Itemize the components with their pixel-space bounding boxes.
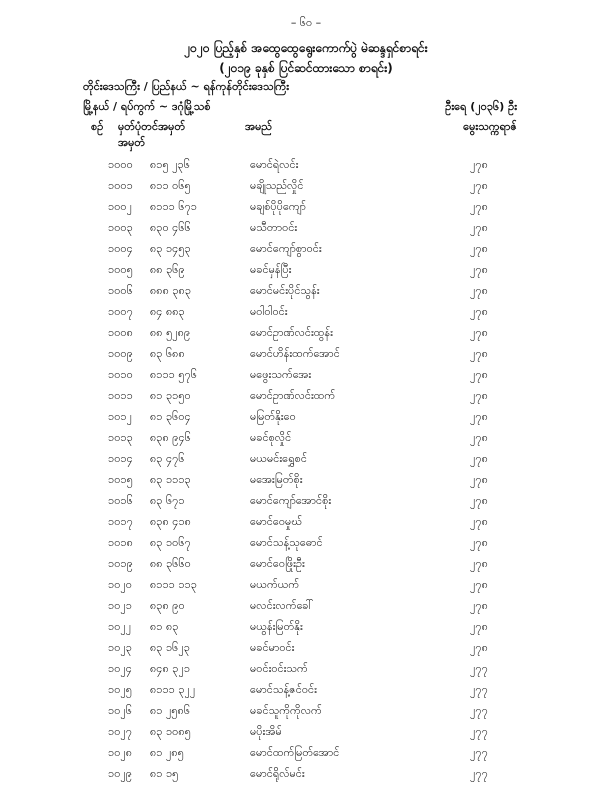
row-id: ၈၁၅ ၂၃၆ xyxy=(150,158,190,171)
row-name: မောင်ဟိန်းထက်အောင် xyxy=(250,347,340,360)
row-id: ၈၁ ၁၅ xyxy=(150,767,179,780)
row-id: ၈၃ ၁၄၅၃ xyxy=(150,242,191,255)
row-name: မဖွေးသက်အေး xyxy=(250,368,312,381)
row-code: ၂၇၈ xyxy=(470,221,488,234)
row-name: မောင်ရဲလင်း xyxy=(250,158,299,171)
row-id: ၈၃ ၁၀၆၇ xyxy=(150,536,191,549)
row-id: ၈၃၈ ၉၀ xyxy=(150,599,185,612)
table-row xyxy=(0,302,612,323)
row-number: ၁၀၀၈ xyxy=(108,326,133,339)
row-name: မချိုသည်လှိုင် xyxy=(250,179,304,192)
row-id: ၈၈ ၃၆၆၀ xyxy=(150,557,191,570)
row-id: ၈၁၁၁ ၁၁၃ xyxy=(150,578,197,591)
row-code: ၂၇၈ xyxy=(470,368,488,381)
row-id: ၈၈ ၃၆၉ xyxy=(150,263,185,276)
row-id: ၈၁ ၂၅၈၆ xyxy=(150,704,191,717)
table-row xyxy=(0,617,612,638)
row-number: ၁၀၁၂ xyxy=(108,410,132,423)
table-row xyxy=(0,659,612,680)
row-code: ၂၇၇ xyxy=(470,767,488,780)
row-name: မအေးမြတ်စိုး xyxy=(250,473,303,486)
row-name: မယွန်းမြတ်နိုး xyxy=(250,620,303,633)
row-number: ၁၀၀၄ xyxy=(108,242,133,255)
row-id: ၈၃၈ ၄၁၈ xyxy=(150,515,191,528)
row-number: ၁၀၀၇ xyxy=(108,305,133,318)
table-row xyxy=(0,344,612,365)
table-row xyxy=(0,722,612,743)
table-row xyxy=(0,533,612,554)
row-id: ၈၈ ၅၂၈၉ xyxy=(150,326,191,339)
row-id: ၈၁၁၁ ၆၇၁ xyxy=(150,200,197,213)
table-row xyxy=(0,554,612,575)
row-code: ၂၇၈ xyxy=(470,410,488,423)
header-id: မှတ်ပုံတင်အမှတ် xyxy=(118,120,186,133)
row-name: မောင်ရိုလ်မင်း xyxy=(250,767,305,780)
table-row xyxy=(0,323,612,344)
table-row xyxy=(0,428,612,449)
row-number: ၁၀၀၉ xyxy=(108,347,133,360)
row-code: ၂၇၈ xyxy=(470,578,488,591)
row-number: ၁၀၂၈ xyxy=(108,746,133,759)
row-number: ၁၀၂၂ xyxy=(108,620,132,633)
row-id: ၈၈၈ ၃၈၃ xyxy=(150,284,192,297)
table-row xyxy=(0,680,612,701)
row-name: မယမင်းရွှေစင် xyxy=(250,452,307,465)
table-row xyxy=(0,260,612,281)
header-code: မွေးသက္ကရာဇ် xyxy=(463,120,517,133)
voter-list xyxy=(0,155,612,785)
row-number: ၁၀၂၄ xyxy=(108,662,132,675)
table-row xyxy=(0,491,612,512)
document-subtitle: (၂၀၁၉ ခုနှစ် ပြင်ဆင်ထားသော စာရင်း) xyxy=(219,61,393,75)
row-code: ၂၇၇ xyxy=(470,683,488,696)
row-code: ၂၇၈ xyxy=(470,158,488,171)
row-number: ၁၀၀၃ xyxy=(108,221,133,234)
row-id: ၈၁ ၃၆၀၄ xyxy=(150,410,191,423)
row-name: မဝင်းဝင်းသက် xyxy=(250,662,308,675)
document-title: ၂၀၂၀ ပြည့်နှစ် အထွေထွေရွေးကောက်ပွဲ မဲဆန္ဒရှင်စာရင်း xyxy=(184,41,428,55)
row-name: မသီတာဝင်း xyxy=(250,221,298,234)
header-id-sub: အမှတ် xyxy=(118,136,146,149)
row-id: ၈၄ ၈၈၃ xyxy=(150,305,185,318)
row-number: ၁၀၂၀ xyxy=(108,578,132,591)
row-name: မချစ်ပိုပိုကျော် xyxy=(250,200,306,213)
table-row xyxy=(0,470,612,491)
row-code: ၂၇၈ xyxy=(470,494,488,507)
header-name: အမည် xyxy=(245,120,273,133)
row-code: ၂၇၈ xyxy=(470,431,488,444)
row-name: မောင်ကျော်အောင်စိုး xyxy=(250,494,332,507)
table-row xyxy=(0,449,612,470)
row-number: ၁၀၂၉ xyxy=(108,767,132,780)
row-id: ၈၃ ၁၆၂၃ xyxy=(150,641,190,654)
table-row xyxy=(0,596,612,617)
row-code: ၂၇၈ xyxy=(470,536,488,549)
location-line: တိုင်းဒေသကြီး / ပြည်နယ် ~ ရန်ကုန်တိုင်းဒေသကြီး xyxy=(83,80,289,93)
table-row xyxy=(0,764,612,785)
table-row xyxy=(0,155,612,176)
row-number: ၁၀၂၇ xyxy=(108,725,132,738)
row-number: ၁၀၂၅ xyxy=(108,683,132,696)
row-number: ၁၀၁၆ xyxy=(108,494,133,507)
table-row xyxy=(0,218,612,239)
table-row xyxy=(0,365,612,386)
row-number: ၁၀၁၀ xyxy=(108,368,133,381)
row-code: ၂၇၈ xyxy=(470,641,488,654)
row-id: ၈၁၁၁ ၅၇၆ xyxy=(150,368,197,381)
row-id: ၈၃ ၆၇၁ xyxy=(150,494,185,507)
table-row xyxy=(0,512,612,533)
row-name: မဝါဝါဝင်း xyxy=(250,305,288,318)
row-id: ၈၁ ၂၈၅ xyxy=(150,746,184,759)
district-line: မြို့နယ် / ရပ်ကွက် ~ ဒဂုံမြို့သစ် xyxy=(83,100,211,113)
row-number: ၁၀၀၆ xyxy=(108,284,133,297)
row-number: ၁၀၀၁ xyxy=(108,179,133,192)
row-code: ၂၇၈ xyxy=(470,557,488,570)
row-code: ၂၇၇ xyxy=(470,725,488,738)
row-id: ၈၃၀ ၄၆၆ xyxy=(150,221,191,234)
row-number: ၁၀၀၅ xyxy=(108,263,133,276)
row-name: မလင်းလက်ခေါ် xyxy=(250,599,314,612)
header-number: စဉ် xyxy=(91,120,104,133)
row-number: ၁၀၂၆ xyxy=(108,704,132,717)
table-row xyxy=(0,386,612,407)
row-code: ၂၇၈ xyxy=(470,389,488,402)
row-number: ၁၀၁၉ xyxy=(108,557,133,570)
row-name: မောင်ထက်မြတ်အောင် xyxy=(250,746,340,759)
table-row xyxy=(0,743,612,764)
row-id: ၈၃ ၁၀၈၅ xyxy=(150,725,191,738)
row-code: ၂၇၈ xyxy=(470,305,488,318)
row-code: ၂၇၈ xyxy=(470,452,488,465)
row-number: ၁၀၁၄ xyxy=(108,452,133,465)
row-name: မောင်ဥာဏ်လင်းထက် xyxy=(250,389,336,402)
table-row xyxy=(0,239,612,260)
row-code: ၂၇၈ xyxy=(470,473,488,486)
row-id: ၈၃ ၆၈၈ xyxy=(150,347,185,360)
row-code: ၂၇၈ xyxy=(470,347,488,360)
row-code: ၂၇၇ xyxy=(470,746,488,759)
row-number: ၁၀၂၁ xyxy=(108,599,132,612)
table-row xyxy=(0,197,612,218)
page-number: – ၆၀ – xyxy=(290,16,322,29)
table-row xyxy=(0,407,612,428)
row-id: ၈၃ ၁၁၁၃ xyxy=(150,473,191,486)
row-id: ၈၁ ၃၁၅၀ xyxy=(150,389,191,402)
row-number: ၁၀၁၁ xyxy=(108,389,133,402)
row-code: ၂၇၇ xyxy=(470,662,488,675)
row-name: မောင်ဝေဖြိုးဦး xyxy=(250,557,305,570)
row-id: ၈၄၈ ၃၂၁ xyxy=(150,662,191,675)
row-code: ၂၇၈ xyxy=(470,179,488,192)
row-name: မောင်ဝေမှုဃ် xyxy=(250,515,303,528)
row-code: ၂၇၈ xyxy=(470,263,488,276)
row-name: မောင်သန့်ဇင်ဝင်း xyxy=(250,683,317,696)
row-name: မခင်မှန်ပြီး xyxy=(250,263,292,276)
row-code: ၂၇၈ xyxy=(470,599,488,612)
row-number: ၁၀၁၈ xyxy=(108,536,133,549)
table-row xyxy=(0,701,612,722)
row-code: ၂၇၈ xyxy=(470,620,488,633)
row-code: ၂၇၈ xyxy=(470,284,488,297)
row-number: ၁၀၂၃ xyxy=(108,641,132,654)
row-name: မောင်ကျော်စွာဝင်း xyxy=(250,242,322,255)
row-number: ၁၀၁၃ xyxy=(108,431,133,444)
row-name: မောင်ဥာဏ်လင်းထွန်း xyxy=(250,326,333,339)
table-row xyxy=(0,176,612,197)
row-name: မခင်သူကိုကိုလက် xyxy=(250,704,322,717)
table-row xyxy=(0,281,612,302)
row-code: ၂၇၈ xyxy=(470,326,488,339)
row-name: မမြတ်နိုးဝေ xyxy=(250,410,296,423)
row-name: မယက်ယက် xyxy=(250,578,300,591)
row-code: ၂၇၈ xyxy=(470,242,488,255)
row-id: ၈၁၁ ၀၆၅ xyxy=(150,179,191,192)
row-name: မခင်စုလှိုင် xyxy=(250,431,292,444)
row-code: ၂၇၈ xyxy=(470,200,488,213)
table-row xyxy=(0,638,612,659)
row-id: ၈၃ ၄၇၆ xyxy=(150,452,185,465)
row-id: ၈၁၁၁ ၃၂၂ xyxy=(150,683,196,696)
row-number: ၁၀၀၂ xyxy=(108,200,132,213)
row-name: မခင်မာဝင်း xyxy=(250,641,295,654)
district-total: ဦးရေ (၂၀၃၆) ဦး xyxy=(445,100,517,113)
table-row xyxy=(0,575,612,596)
row-name: မောင်မင်းပိုင်သွန်း xyxy=(250,284,320,297)
row-number: ၁၀၀၀ xyxy=(108,158,133,171)
row-name: မပိုးအိမ် xyxy=(250,725,282,738)
row-id: ၈၁ ၈၃ xyxy=(150,620,179,633)
row-code: ၂၇၇ xyxy=(470,704,488,717)
row-number: ၁၀၁၇ xyxy=(108,515,133,528)
row-code: ၂၇၈ xyxy=(470,515,488,528)
row-id: ၈၃၈ ၉၄၆ xyxy=(150,431,191,444)
row-number: ၁၀၁၅ xyxy=(108,473,133,486)
row-name: မောင်သန့်သုဓောင် xyxy=(250,536,323,549)
